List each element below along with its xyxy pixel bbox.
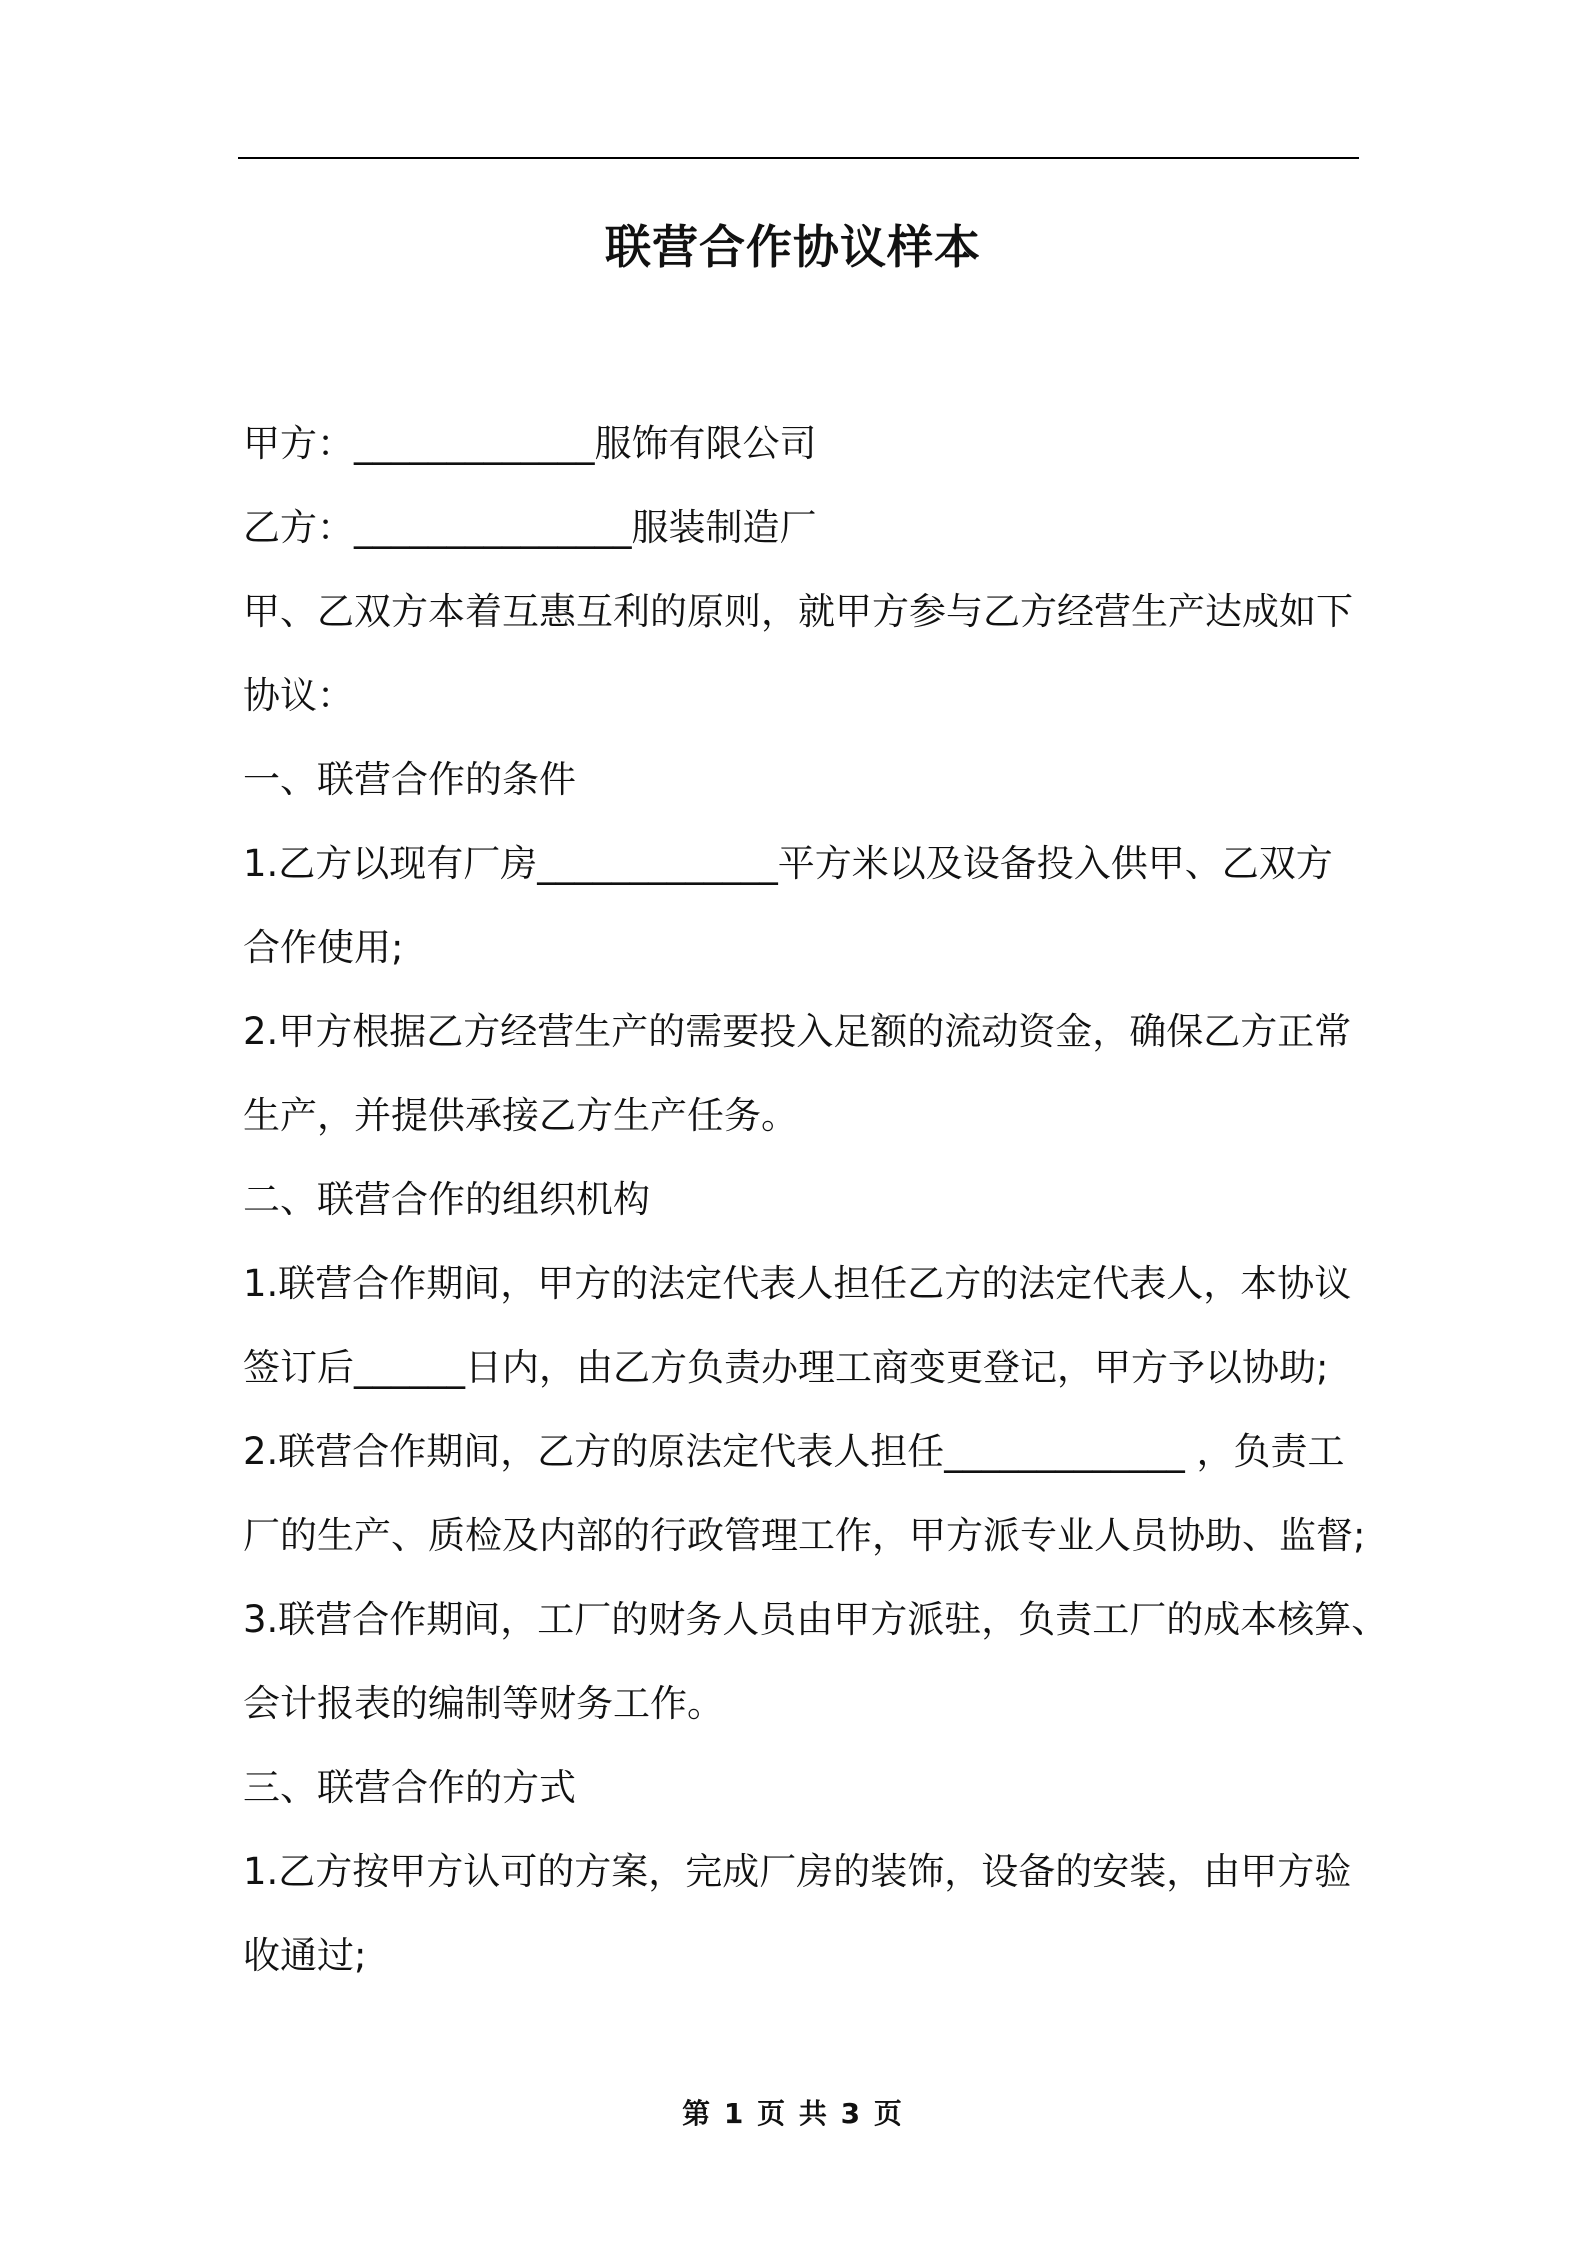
document-body [243, 402, 1389, 1998]
party-b-line: 乙方：_______________服装制造厂 [243, 506, 817, 549]
section-1-item-2-line-2: 生产，并提供承接乙方生产任务。 [243, 1094, 798, 1137]
preamble-line-2: 协议： [243, 674, 354, 717]
header-rule [238, 157, 1359, 159]
section-2-item-3-line-2: 会计报表的编制等财务工作。 [243, 1682, 724, 1725]
section-1-heading: 一、联营合作的条件 [243, 758, 576, 801]
party-a-line: 甲方：_____________服饰有限公司 [243, 422, 817, 465]
section-2-item-3-line-1: 3.联营合作期间，工厂的财务人员由甲方派驻，负责工厂的成本核算、 [243, 1598, 1389, 1641]
section-2-item-1-line-1: 1.联营合作期间，甲方的法定代表人担任乙方的法定代表人，本协议 [243, 1262, 1352, 1305]
section-1-item-2-line-1: 2.甲方根据乙方经营生产的需要投入足额的流动资金，确保乙方正常 [243, 1010, 1352, 1053]
document-title: 联营合作协议样本 [605, 220, 981, 274]
section-2-item-2-line-1: 2.联营合作期间，乙方的原法定代表人担任_____________ ，负责工 [243, 1430, 1345, 1473]
page-number: 第 1 页 共 3 页 [682, 2097, 904, 2130]
section-1-item-1-line-1: 1.乙方以现有厂房_____________平方米以及设备投入供甲、乙双方 [243, 842, 1333, 885]
section-3-item-1-line-2: 收通过; [243, 1934, 367, 1977]
section-2-item-1-line-2: 签订后______日内，由乙方负责办理工商变更登记，甲方予以协助; [243, 1346, 1329, 1389]
section-3-heading: 三、联营合作的方式 [243, 1766, 576, 1809]
section-2-heading: 二、联营合作的组织机构 [243, 1178, 650, 1221]
section-1-item-1-line-2: 合作使用; [243, 926, 404, 969]
section-2-item-2-line-2: 厂的生产、质检及内部的行政管理工作，甲方派专业人员协助、监督; [243, 1514, 1366, 1557]
section-3-item-1-line-1: 1.乙方按甲方认可的方案，完成厂房的装饰，设备的安装，由甲方验 [243, 1850, 1352, 1893]
preamble-line-1: 甲、乙双方本着互惠互利的原则，就甲方参与乙方经营生产达成如下 [243, 590, 1353, 633]
